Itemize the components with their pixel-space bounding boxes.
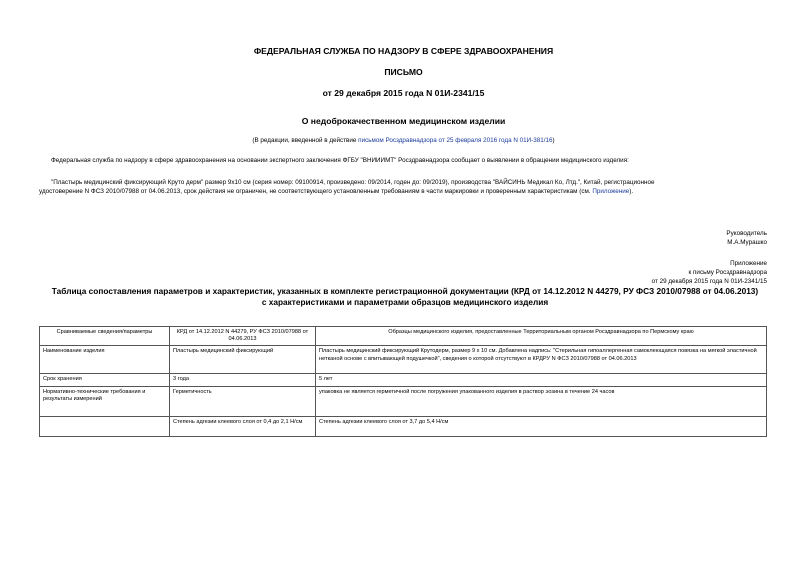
table-header-cell: Сравниваемые сведения/параметры [40, 327, 170, 346]
body-paragraph-2-line-1: "Пластырь медицинский фиксирующий Круто дерм" размер 9х10 см (серия номер: 09100914, произведено: 09/2014, годен до: 09/2019), производства "ВАЙСИНЬ Медикал Ко, Лтд.", Китай, регистрационное [51, 179, 655, 186]
table-row [40, 416, 767, 436]
appendix-date: от 29 декабря 2015 года N 01И-2341/15 [651, 278, 767, 285]
table-header-cell: КРД от 14.12.2012 N 44279, РУ ФСЗ 2010/07988 от 04.06.2013 [170, 327, 316, 346]
body-paragraph-1: Федеральная служба по надзору в сфере здравоохранения на основании экспертного заключения ФГБУ "ВНИИИМТ" Росздравнадзора сообщает о выявлении в обращении медицинского изделия: [51, 157, 629, 164]
table-header-cell: Образцы медицинского изделия, предоставленные Территориальным органом Росздравнадзора по Пермскому краю [316, 327, 767, 346]
agency-name: ФЕДЕРАЛЬНАЯ СЛУЖБА ПО НАДЗОРУ В СФЕРЕ ЗДРАВООХРАНЕНИЯ [253, 46, 554, 56]
para2-text: удостоверение N ФСЗ 2010/07988 от 04.06.2013, срок действия не ограничен, не соответствующего установленным требованиям в части маркировки и проверенным характеристикам (см. [39, 188, 593, 195]
table-row [40, 386, 767, 416]
table-cell-param [40, 416, 170, 436]
table-row [40, 346, 767, 374]
appendix-link[interactable]: Приложение [592, 188, 630, 195]
revision-note [0, 136, 807, 145]
revision-suffix: ) [552, 137, 555, 144]
signature-title: Руководитель [726, 230, 767, 237]
comparison-table [39, 326, 767, 437]
table-header-row [40, 327, 767, 346]
body-paragraph-2-line-2 [39, 187, 779, 196]
document-date-number: от 29 декабря 2015 года N 01И-2341/15 [322, 88, 485, 98]
para2-suffix: ). [629, 188, 634, 195]
document-type: ПИСЬМО [384, 67, 423, 77]
table-cell-param: Срок хранения [40, 374, 170, 386]
table-cell-krd: Пластырь медицинский фиксирующий [170, 346, 316, 374]
table-cell-sample: Пластырь медицинский фиксирующий Крутодерм, размер 9 х 10 см. Добавлена надпись: "Стерильная гипоаллергенная самоклеющаяся повязка на мягкой эластичной нетканой основе с впитывающей подушечкой", сведения о которой отсутствуют в КРДРУ N ФСЗ 2010/07988 от 04.06.2013 [316, 346, 767, 374]
table-cell-param: Нормативно-технические требования и результаты измерений [40, 386, 170, 416]
appendix-title: Таблица сопоставления параметров и характеристик, указанных в комплекте регистрационной документации (КРД от 14.12.2012 N 44279, РУ ФСЗ 2010/07988 от 04.06.2013) с характеристиками и параметрами образцов медицинского изделия [51, 286, 759, 307]
revision-link[interactable]: письмом Росздравнадзора от 25 февраля 2016 года N 01И-381/16 [358, 137, 553, 144]
table-cell-krd: Герметичность [170, 386, 316, 416]
table-cell-krd: Степень адгезии клеевого слоя от 0,4 до 2,1 Н/см [170, 416, 316, 436]
table-cell-sample: упаковка не является герметичной после погружения упакованного изделия в раствор эозина в течение 24 часов [316, 386, 767, 416]
appendix-ref: к письму Росздравнадзора [688, 269, 767, 276]
table-cell-param: Наименование изделия [40, 346, 170, 374]
table-cell-sample: 5 лет [316, 374, 767, 386]
table-row [40, 374, 767, 386]
signature-name: М.А.Мурашко [727, 239, 767, 246]
appendix-label: Приложение [730, 260, 767, 267]
revision-prefix: (В редакции, введенной в действие [252, 137, 359, 144]
document-subject: О недоброкачественном медицинском изделии [301, 116, 506, 126]
table-cell-sample: Степень адгезии клеевого слоя от 3,7 до 5,4 Н/см [316, 416, 767, 436]
table-cell-krd: 3 года [170, 374, 316, 386]
